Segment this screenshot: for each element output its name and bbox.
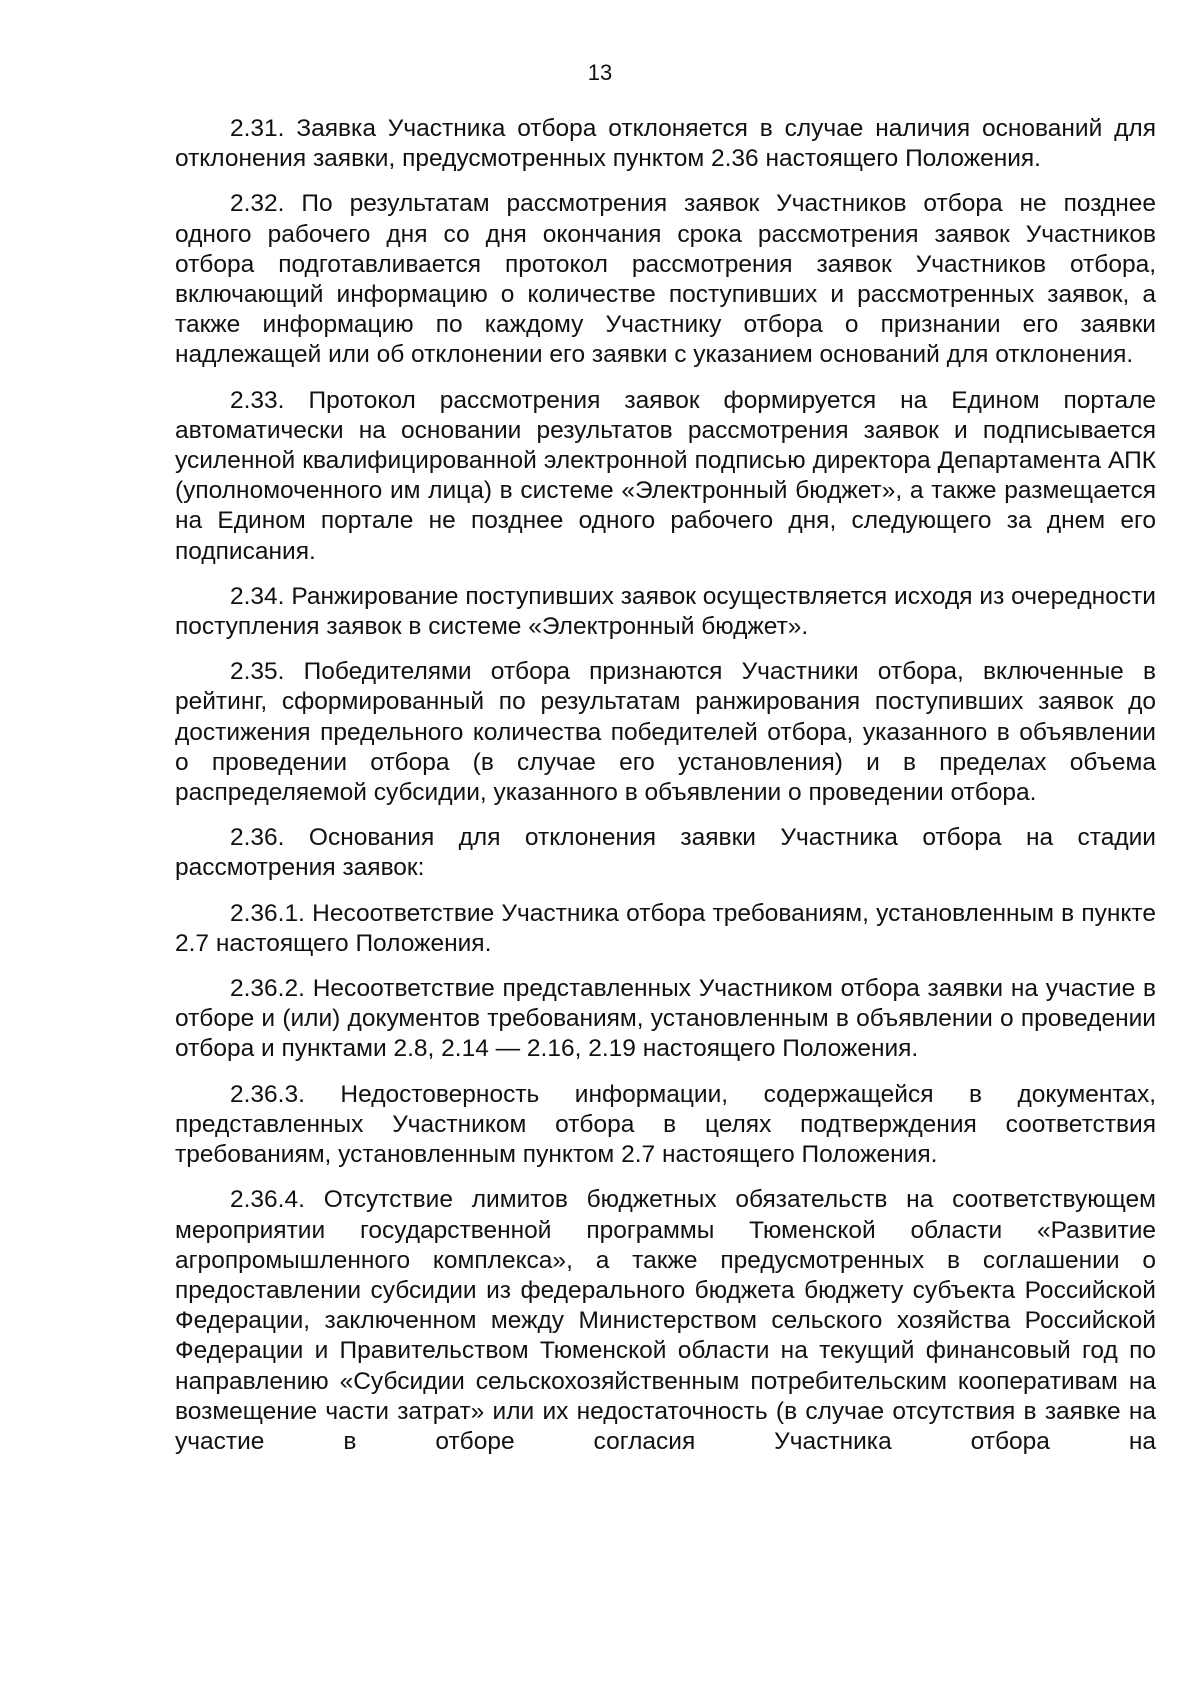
paragraph-2-34: 2.34. Ранжирование поступивших заявок осуществляется исходя из очередности поступления заявок в системе «Электронный бюджет».	[175, 582, 1156, 641]
paragraph-2-36-2: 2.36.2. Несоответствие представленных Участником отбора заявки на участие в отборе и (или) документов требованиям, установленным в объявлении о проведении отбора и пунктами 2.8, 2.14 — 2.16, 2.19 настоящего Положения.	[175, 975, 1156, 1063]
paragraph-2-36-1: 2.36.1. Несоответствие Участника отбора требованиям, установленным в пункте 2.7 настоящего Положения.	[175, 899, 1156, 957]
paragraph-2-35: 2.35. Победителями отбора признаются Участники отбора, включенные в рейтинг, сформированный по результатам ранжирования поступивших заявок до достижения предельного количества победителей отбора, указанного в объявлении о проведении отбора (в случае его установления) и в пределах объема распределяемой субсидии, указанного в объявлении о проведении отбора.	[175, 658, 1156, 807]
paragraph-2-36-3: 2.36.3. Недостоверность информации, содержащейся в документах, представленных Участником отбора в целях подтверждения соответствия требованиям, установленным пунктом 2.7 настоящего Положения.	[175, 1080, 1156, 1169]
paragraph-2-33: 2.33. Протокол рассмотрения заявок формируется на Едином портале автоматически на основании результатов рассмотрения заявок и подписывается усиленной квалифицированной электронной подписью директора Департамента АПК (уполномоченного им лица) в системе «Электронный бюджет», а также размещается на Едином портале не позднее одного рабочего дня, следующего за днем его подписания.	[175, 386, 1156, 565]
paragraph-2-32: 2.32. По результатам рассмотрения заявок Участников отбора не позднее одного рабочего дня со дня окончания срока рассмотрения заявок Участников отбора подготавливается протокол рассмотрения заявок Участников отбора, включающий информацию о количестве поступивших и рассмотренных заявок, а также информацию по каждому Участнику отбора о признании его заявки надлежащей или об отклонении его заявки с указанием оснований для отклонения.	[175, 190, 1156, 369]
paragraph-2-31: 2.31. Заявка Участника отбора отклоняется в случае наличия оснований для отклонения заявки, предусмотренных пунктом 2.36 настоящего Положения.	[175, 115, 1156, 173]
page-number: 13	[587, 60, 613, 85]
paragraph-2-36: 2.36. Основания для отклонения заявки Участника отбора на стадии рассмотрения заявок:	[175, 824, 1156, 882]
paragraph-2-36-4: 2.36.4. Отсутствие лимитов бюджетных обязательств на соответствующем мероприятии государственной программы Тюменской области «Развитие агропромышленного комплекса», а также предусмотренных в соглашении о предоставлении субсидии из федерального бюджета бюджету субъекта Российской Федерации, заключенном между Министерством сельского хозяйства Российской Федерации и Правительством Тюменской области на текущий финансовый год по направлению «Субсидии сельскохозяйственным потребительским кооперативам на возмещение части затрат» или их недостаточность (в случае отсутствия в заявке на участие в отборе согласия Участника отбора на	[175, 1186, 1156, 1455]
document-body	[175, 114, 1156, 1457]
